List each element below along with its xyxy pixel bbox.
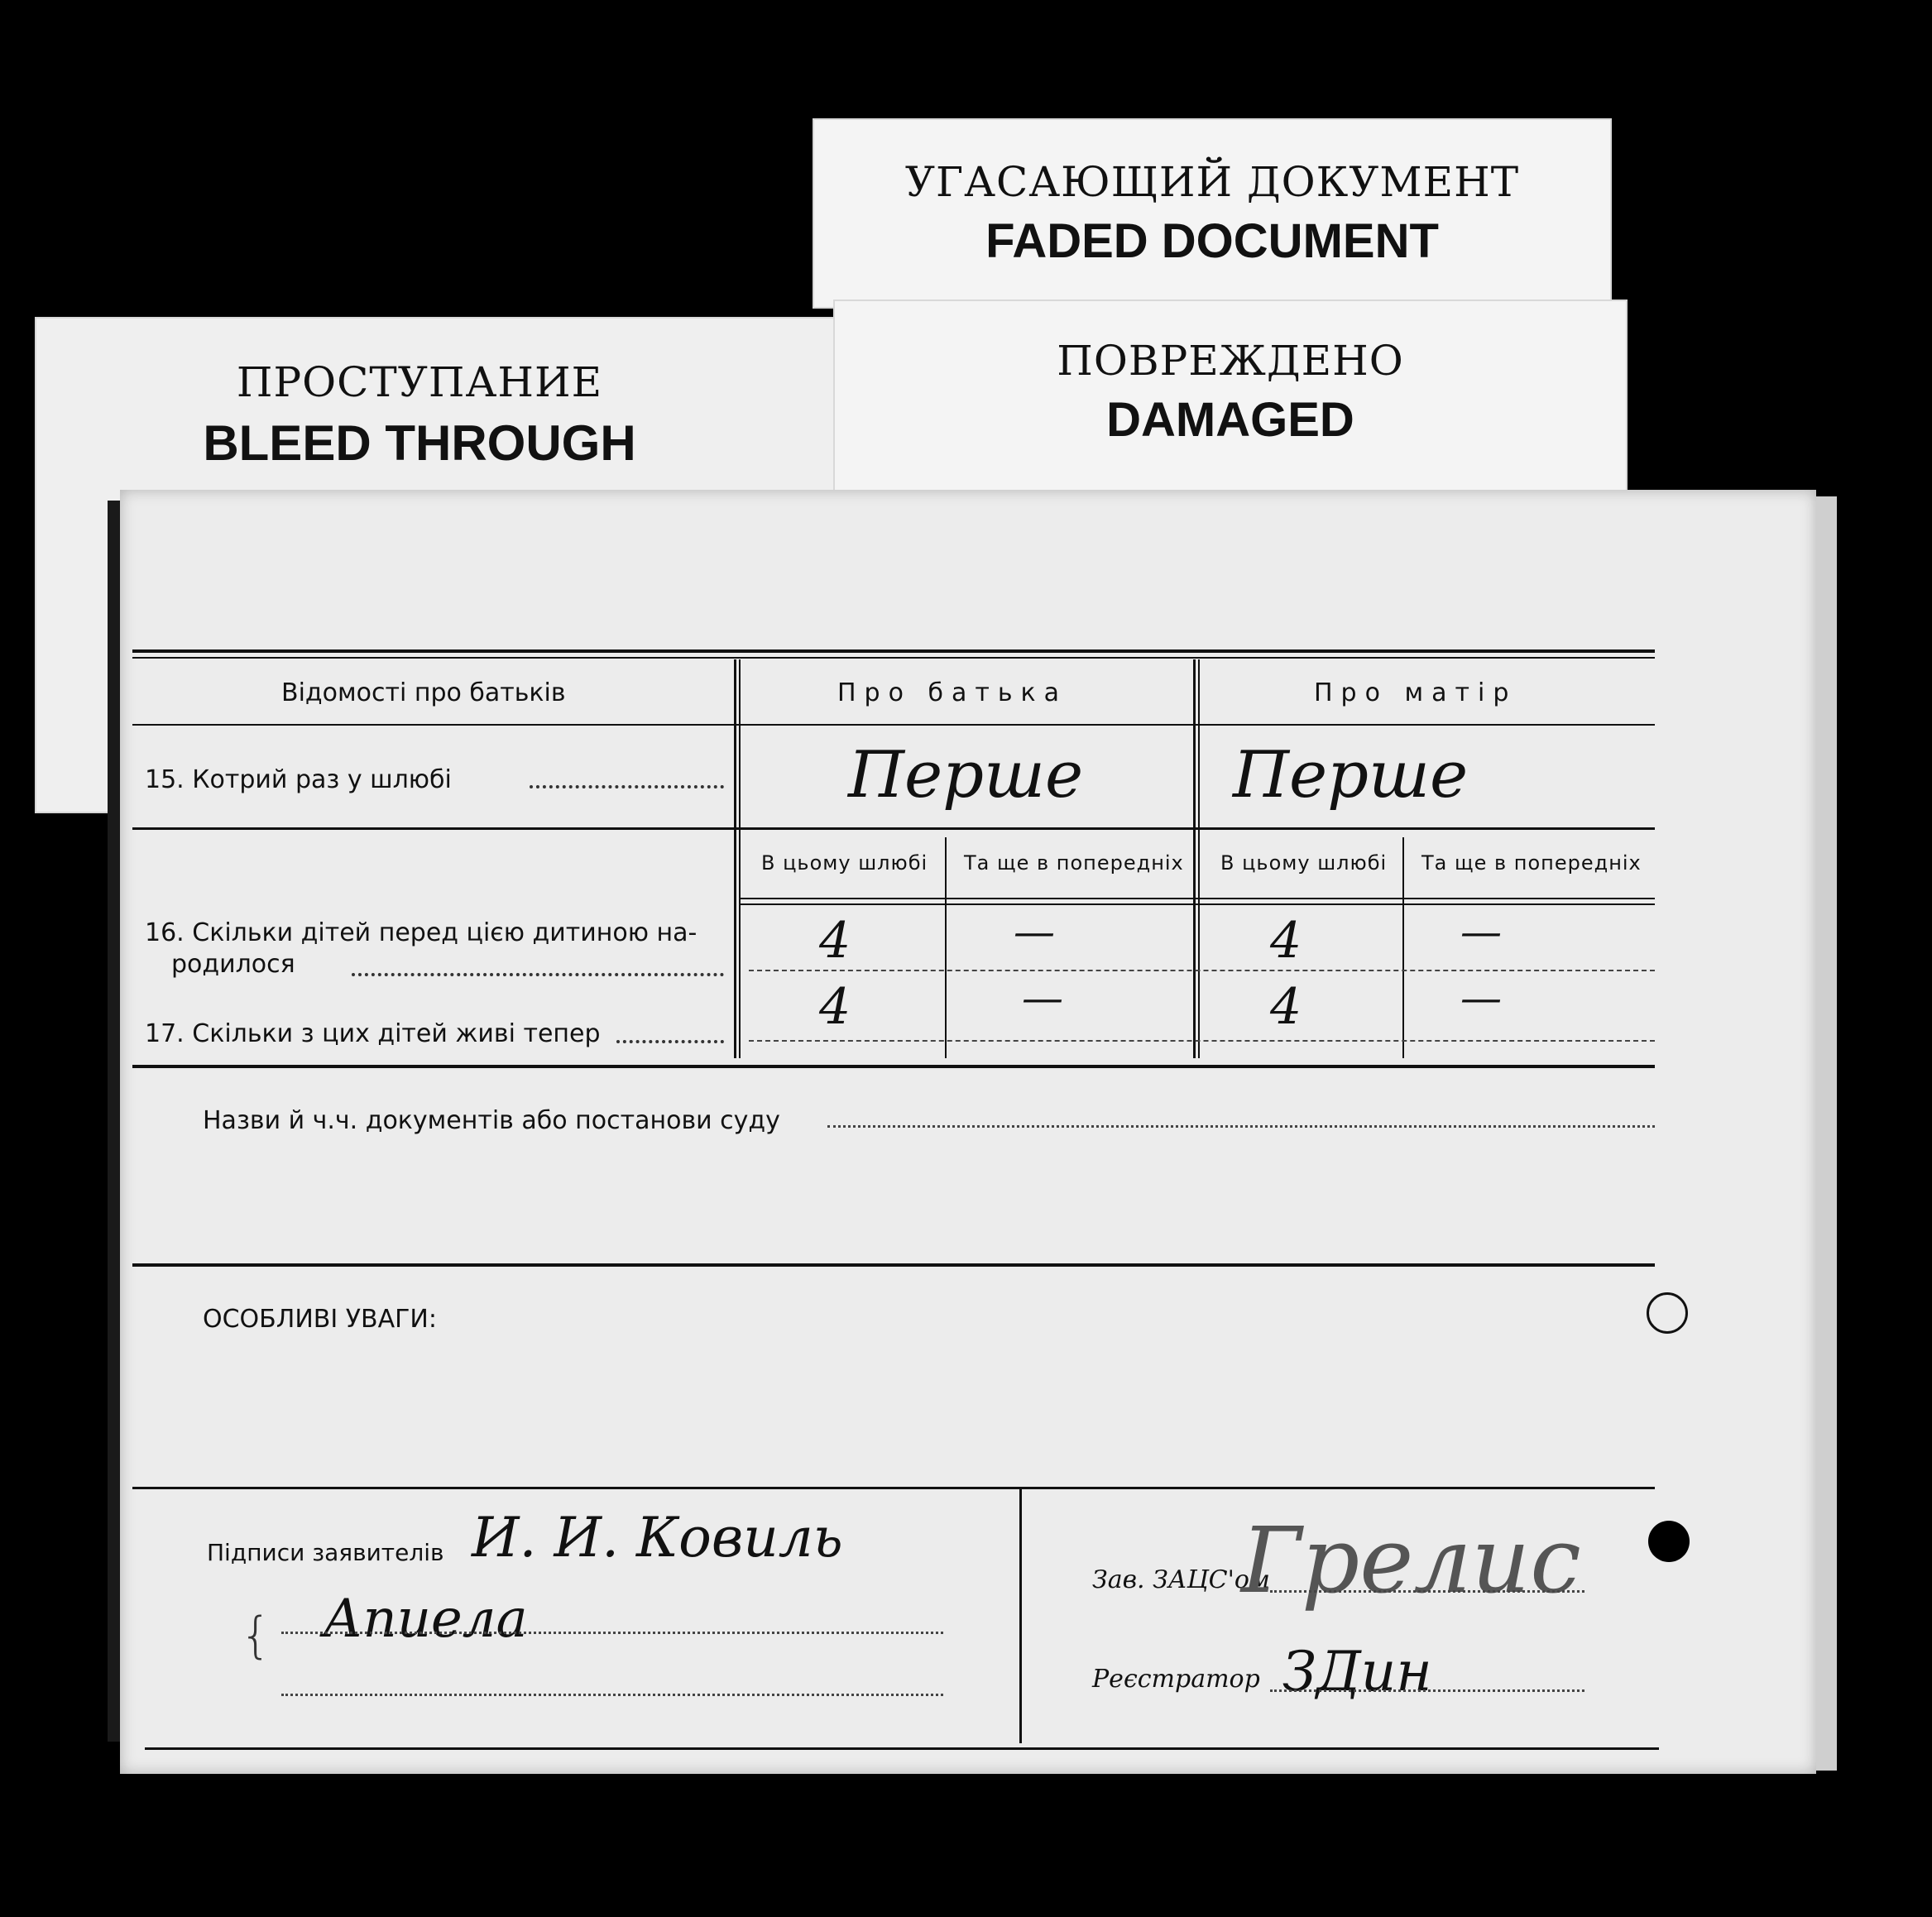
registry-head-label: Зав. ЗАЦС'ом [1092,1565,1270,1594]
documents-dots [827,1125,1655,1128]
top-rule [132,649,1655,653]
col-divider-1b [739,659,741,1058]
head-signature-line [1270,1590,1584,1593]
q15-dots [530,785,724,788]
q17-row-rule [749,1040,1655,1042]
q16-label-line1: 16. Скільки дітей перед цією дитиною на- [145,918,698,947]
q15-label: 15. Котрий раз у шлюбі [145,765,452,794]
q15-father-answer: Перше [848,738,1084,812]
subheader-mother-this: В цьому шлюбі [1220,851,1388,875]
subheader-father-this: В цьому шлюбі [761,851,928,875]
damaged-card-ru: ПОВРЕЖДЕНО [1057,337,1404,385]
faded-card-en: FADED DOCUMENT [985,214,1439,268]
subheader-father-prev: Та ще в попередніх [964,851,1184,875]
q17-dots [616,1040,724,1043]
q15-rule [132,827,1655,830]
punch-hole-ring [1647,1292,1688,1334]
applicant-line-1 [281,1632,943,1634]
subheader-rule [741,898,1655,899]
q16-father-this: 4 [819,912,851,970]
registrar-label: Реєстратор [1092,1665,1260,1694]
documents-label: Назви й ч.ч. документів або постанови суду [203,1106,780,1135]
registrar-signature-line [1270,1689,1584,1692]
q16-dots [352,973,724,976]
special-remarks-label: ОСОБЛИВІ УВАГИ: [203,1305,437,1334]
applicant2-signature: Апиела [323,1589,528,1650]
subheader-rule-2 [741,903,1655,905]
documents-rule [132,1263,1655,1267]
table-bottom-rule [132,1065,1655,1068]
applicants-signature-label: Підписи заявителів [207,1539,444,1566]
q16-label-line2: родилося [171,950,295,979]
q17-label: 17. Скільки з цих дітей живі тепер [145,1019,601,1048]
q16-father-prev: — [1014,908,1055,956]
col-divider-father-sub [945,837,947,1058]
col-divider-2 [1193,659,1196,1058]
col-divider-mother-sub [1402,837,1404,1058]
punch-hole [1648,1521,1690,1562]
signature-divider [1019,1487,1022,1743]
bottom-rule [145,1747,1659,1750]
q16-row-rule [749,970,1655,971]
header-father: Про батька [837,678,1068,707]
header-mother: Про матір [1314,678,1517,707]
bleed-card-en: BLEED THROUGH [203,415,636,471]
top-rule-2 [132,657,1655,659]
q17-father-prev: — [1022,974,1063,1022]
signature-brace-left: { [240,1607,272,1665]
q15-mother-answer: Перше [1233,738,1469,812]
registry-head-signature: Грелис [1241,1507,1581,1613]
remarks-rule [132,1487,1655,1489]
damaged-card-en: DAMAGED [1106,393,1354,447]
col-divider-2b [1198,659,1200,1058]
q17-mother-prev: — [1460,974,1502,1022]
q17-father-this: 4 [819,978,851,1036]
bleed-card-ru: ПРОСТУПАНИЕ [236,358,603,406]
header-rule [132,724,1655,726]
applicant-line-2 [281,1694,943,1696]
q16-mother-this: 4 [1270,912,1302,970]
damaged-card [833,300,1628,506]
birth-record-form [120,490,1816,1774]
registrar-signature: ЗДин [1282,1640,1432,1704]
header-parents-info: Відомості про батьків [281,678,566,707]
subheader-mother-prev: Та ще в попередніх [1421,851,1642,875]
faded-card-ru: УГАСАЮЩИЙ ДОКУМЕНТ [904,158,1520,206]
col-divider-1 [734,659,736,1058]
applicant1-signature: И. И. Ковиль [472,1506,843,1570]
q17-mother-this: 4 [1270,978,1302,1036]
q16-mother-prev: — [1460,908,1502,956]
faded-document-card [813,118,1612,309]
